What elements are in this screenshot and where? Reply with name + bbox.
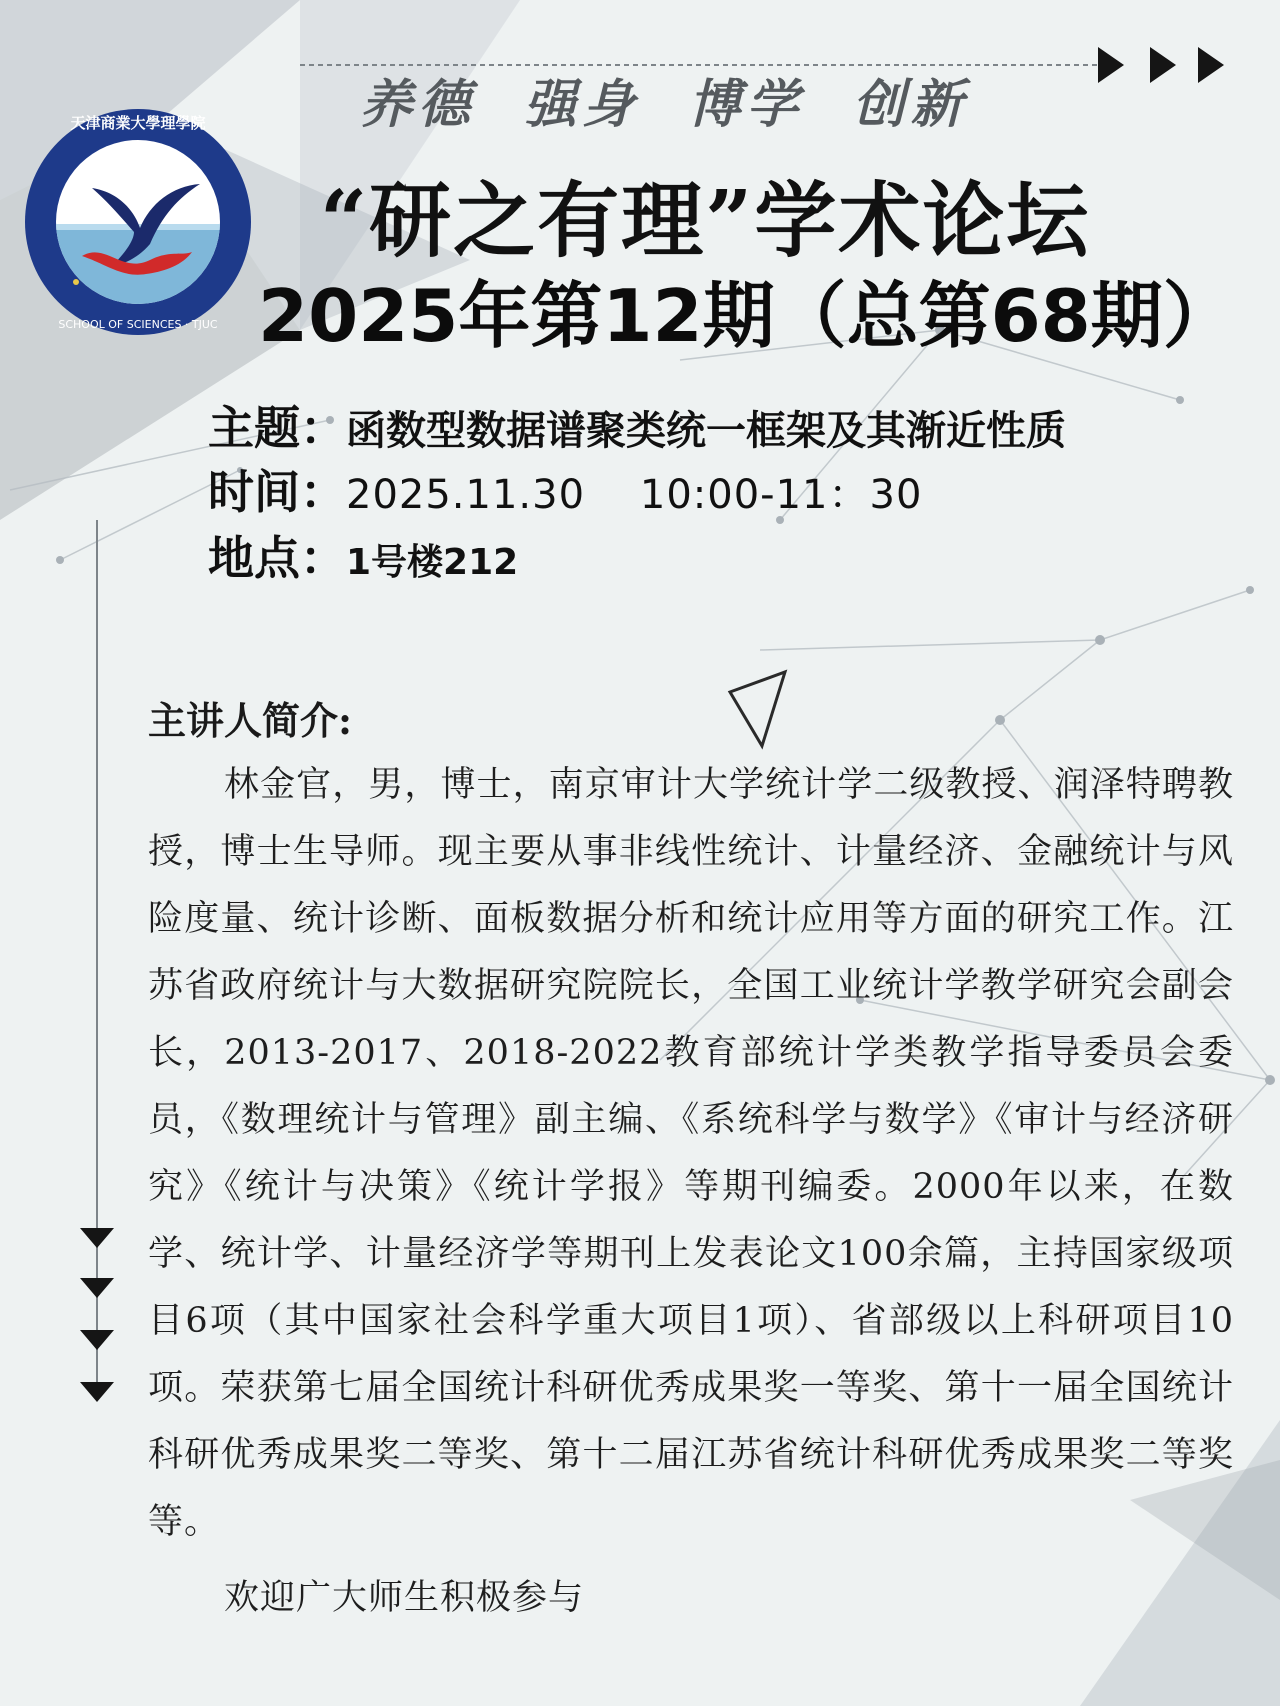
place-row bbox=[208, 522, 518, 588]
topic-value: 函数型数据谱聚类统一框架及其渐近性质 bbox=[346, 408, 1066, 454]
school-logo bbox=[22, 106, 254, 338]
issue-title: 2025年第12期（总第68期） bbox=[258, 274, 1235, 358]
topic-row bbox=[208, 392, 1066, 458]
speaker-intro-heading: 主讲人简介: bbox=[148, 698, 353, 743]
time-label: 时间： bbox=[208, 465, 346, 519]
school-motto: 养德 强身 博学 创新 bbox=[360, 74, 969, 135]
speaker-bio: 林金官，男，博士，南京审计大学统计学二级教授、润泽特聘教授，博士生导师。现主要从事非线性统计、计量经济、金融统计与风险度量、统计诊断、面板数据分析和统计应用等方面的研究工作。江苏省政府统计与大数据研究院院长，全国工业统计学教学研究会副会长，2013-2017、2018-2022教育部统计学类教学指导委员会委员，《数理统计与管理》副主编、《系统科学与数学》《审计与经济研究》《统计与决策》《统计学报》等期刊编委。2000年以来，在数学、统计学、计量经济学等期刊上发表论文100余篇，主持国家级项目6项（其中国家社会科学重大项目1项）、省部级以上科研项目10项。荣获第七届全国统计科研优秀成果奖一等奖、第十一届全国统计科研优秀成果奖二等奖、第十二届江苏省统计科研优秀成果奖二等奖等。 bbox=[148, 765, 1234, 1542]
time-value: 2025.11.30 10:00-11：30 bbox=[346, 472, 923, 518]
svg-text:SCHOOL OF SCIENCES · TJUC: SCHOOL OF SCIENCES · TJUC bbox=[58, 318, 218, 331]
svg-text:天津商業大學理學院: 天津商業大學理學院 bbox=[70, 114, 206, 132]
place-value: 1号楼212 bbox=[346, 542, 519, 583]
time-row bbox=[208, 456, 922, 522]
welcome-text: 欢迎广大师生积极参与 bbox=[224, 1578, 585, 1618]
place-label: 地点： bbox=[208, 531, 346, 585]
forum-title: “研之有理”学术论坛 bbox=[320, 173, 1091, 269]
topic-label: 主题： bbox=[208, 401, 346, 455]
